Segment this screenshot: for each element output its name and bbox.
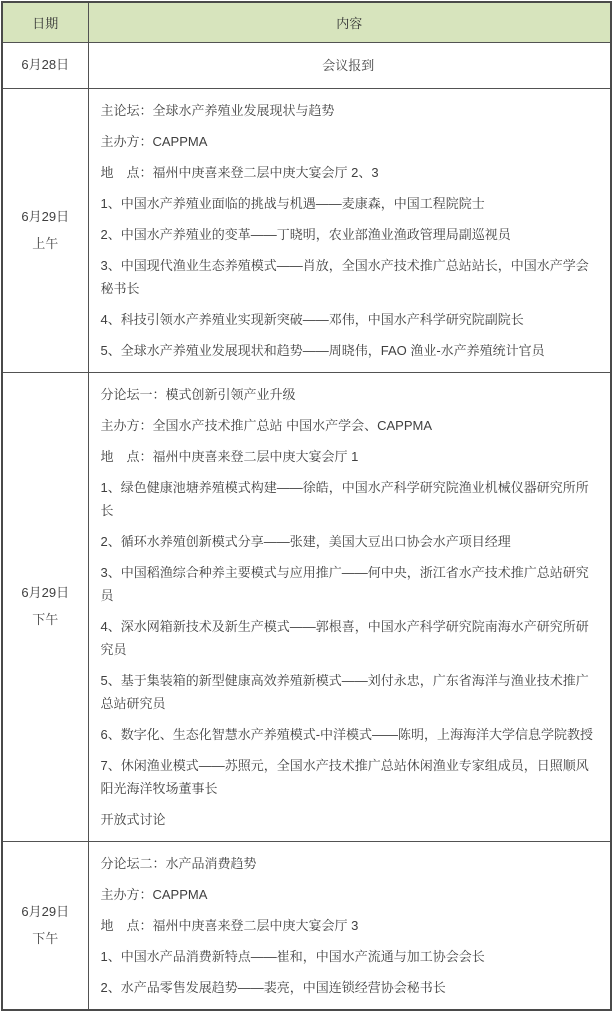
content-cell (88, 841, 611, 1010)
table-row (2, 841, 611, 1010)
date-line: 6月29日 (21, 903, 70, 919)
content-cell (88, 372, 611, 841)
table-header-row (2, 2, 611, 42)
content-cell (88, 88, 611, 372)
agenda-line: 4、科技引领水产养殖业实现新突破——邓伟，中国水产科学研究院副院长 (100, 311, 524, 327)
agenda-line: 地 点：福州中庚喜来登二层中庚大宴会厅 1 (100, 448, 359, 464)
agenda-line: 地 点：福州中庚喜来登二层中庚大宴会厅 3 (100, 917, 359, 933)
date-line: 下午 (32, 612, 59, 627)
agenda-line: 主办方：CAPPMA (100, 886, 208, 902)
date-line: 6月28日 (21, 57, 70, 72)
agenda-line: 4、深水网箱新技术及新生产模式——郭根喜，中国水产科学研究院南海水产研究所研究员 (100, 618, 589, 657)
agenda-line: 主办方：CAPPMA (100, 133, 208, 149)
agenda-line: 会议报到 (322, 57, 375, 73)
agenda-table (1, 1, 612, 1011)
agenda-line: 开放式讨论 (100, 811, 166, 827)
agenda-line: 2、水产品零售发展趋势——裴亮，中国连锁经营协会秘书长 (100, 979, 446, 995)
agenda-line: 3、中国现代渔业生态养殖模式——肖放，全国水产技术推广总站站长，中国水产学会秘书长 (100, 257, 589, 296)
agenda-line: 5、基于集装箱的新型健康高效养殖新模式——刘付永忠，广东省海洋与渔业技术推广总站研究员 (100, 672, 589, 711)
agenda-line: 2、中国水产养殖业的变革——丁晓明，农业部渔业渔政管理局副巡视员 (100, 226, 511, 242)
agenda-line: 分论坛一：模式创新引领产业升级 (100, 386, 296, 402)
agenda-line: 3、中国稻渔综合种养主要模式与应用推广——何中央，浙江省水产技术推广总站研究员 (100, 564, 589, 603)
table-row (2, 42, 611, 88)
date-cell (2, 88, 88, 372)
content-cell (88, 42, 611, 88)
agenda-line: 6、数字化、生态化智慧水产养殖模式-中洋模式——陈明，上海海洋大学信息学院教授 (100, 726, 594, 742)
table-row (2, 88, 611, 372)
agenda-line: 1、绿色健康池塘养殖模式构建——徐皓，中国水产科学研究院渔业机械仪器研究所所长 (100, 479, 589, 518)
agenda-line: 1、中国水产品消费新特点——崔和，中国水产流通与加工协会会长 (100, 948, 485, 964)
agenda-line: 分论坛二：水产品消费趋势 (100, 855, 257, 871)
date-line: 下午 (32, 930, 59, 946)
column-header-date: 日期 (2, 2, 88, 42)
column-header-content: 内容 (88, 2, 611, 42)
date-line: 上午 (32, 235, 59, 251)
date-cell (2, 42, 88, 88)
agenda-line: 主论坛：全球水产养殖业发展现状与趋势 (100, 102, 335, 118)
agenda-line: 7、休闲渔业模式——苏照元，全国水产技术推广总站休闲渔业专家组成员，日照顺风阳光海洋牧场董事长 (100, 757, 589, 796)
date-line: 6月29日 (21, 208, 70, 224)
table-row (2, 372, 611, 841)
agenda-line: 1、中国水产养殖业面临的挑战与机遇——麦康森，中国工程院院士 (100, 195, 485, 211)
agenda-line: 主办方：全国水产技术推广总站 中国水产学会、CAPPMA (100, 417, 433, 433)
agenda-line: 5、全球水产养殖业发展现状和趋势——周晓伟，FAO 渔业-水产养殖统计官员 (100, 342, 545, 358)
agenda-line: 地 点：福州中庚喜来登二层中庚大宴会厅 2、3 (100, 164, 379, 180)
date-line: 6月29日 (21, 585, 70, 600)
agenda-line: 2、循环水养殖创新模式分享——张建，美国大豆出口协会水产项目经理 (100, 533, 511, 549)
date-cell (2, 372, 88, 841)
date-cell (2, 841, 88, 1010)
